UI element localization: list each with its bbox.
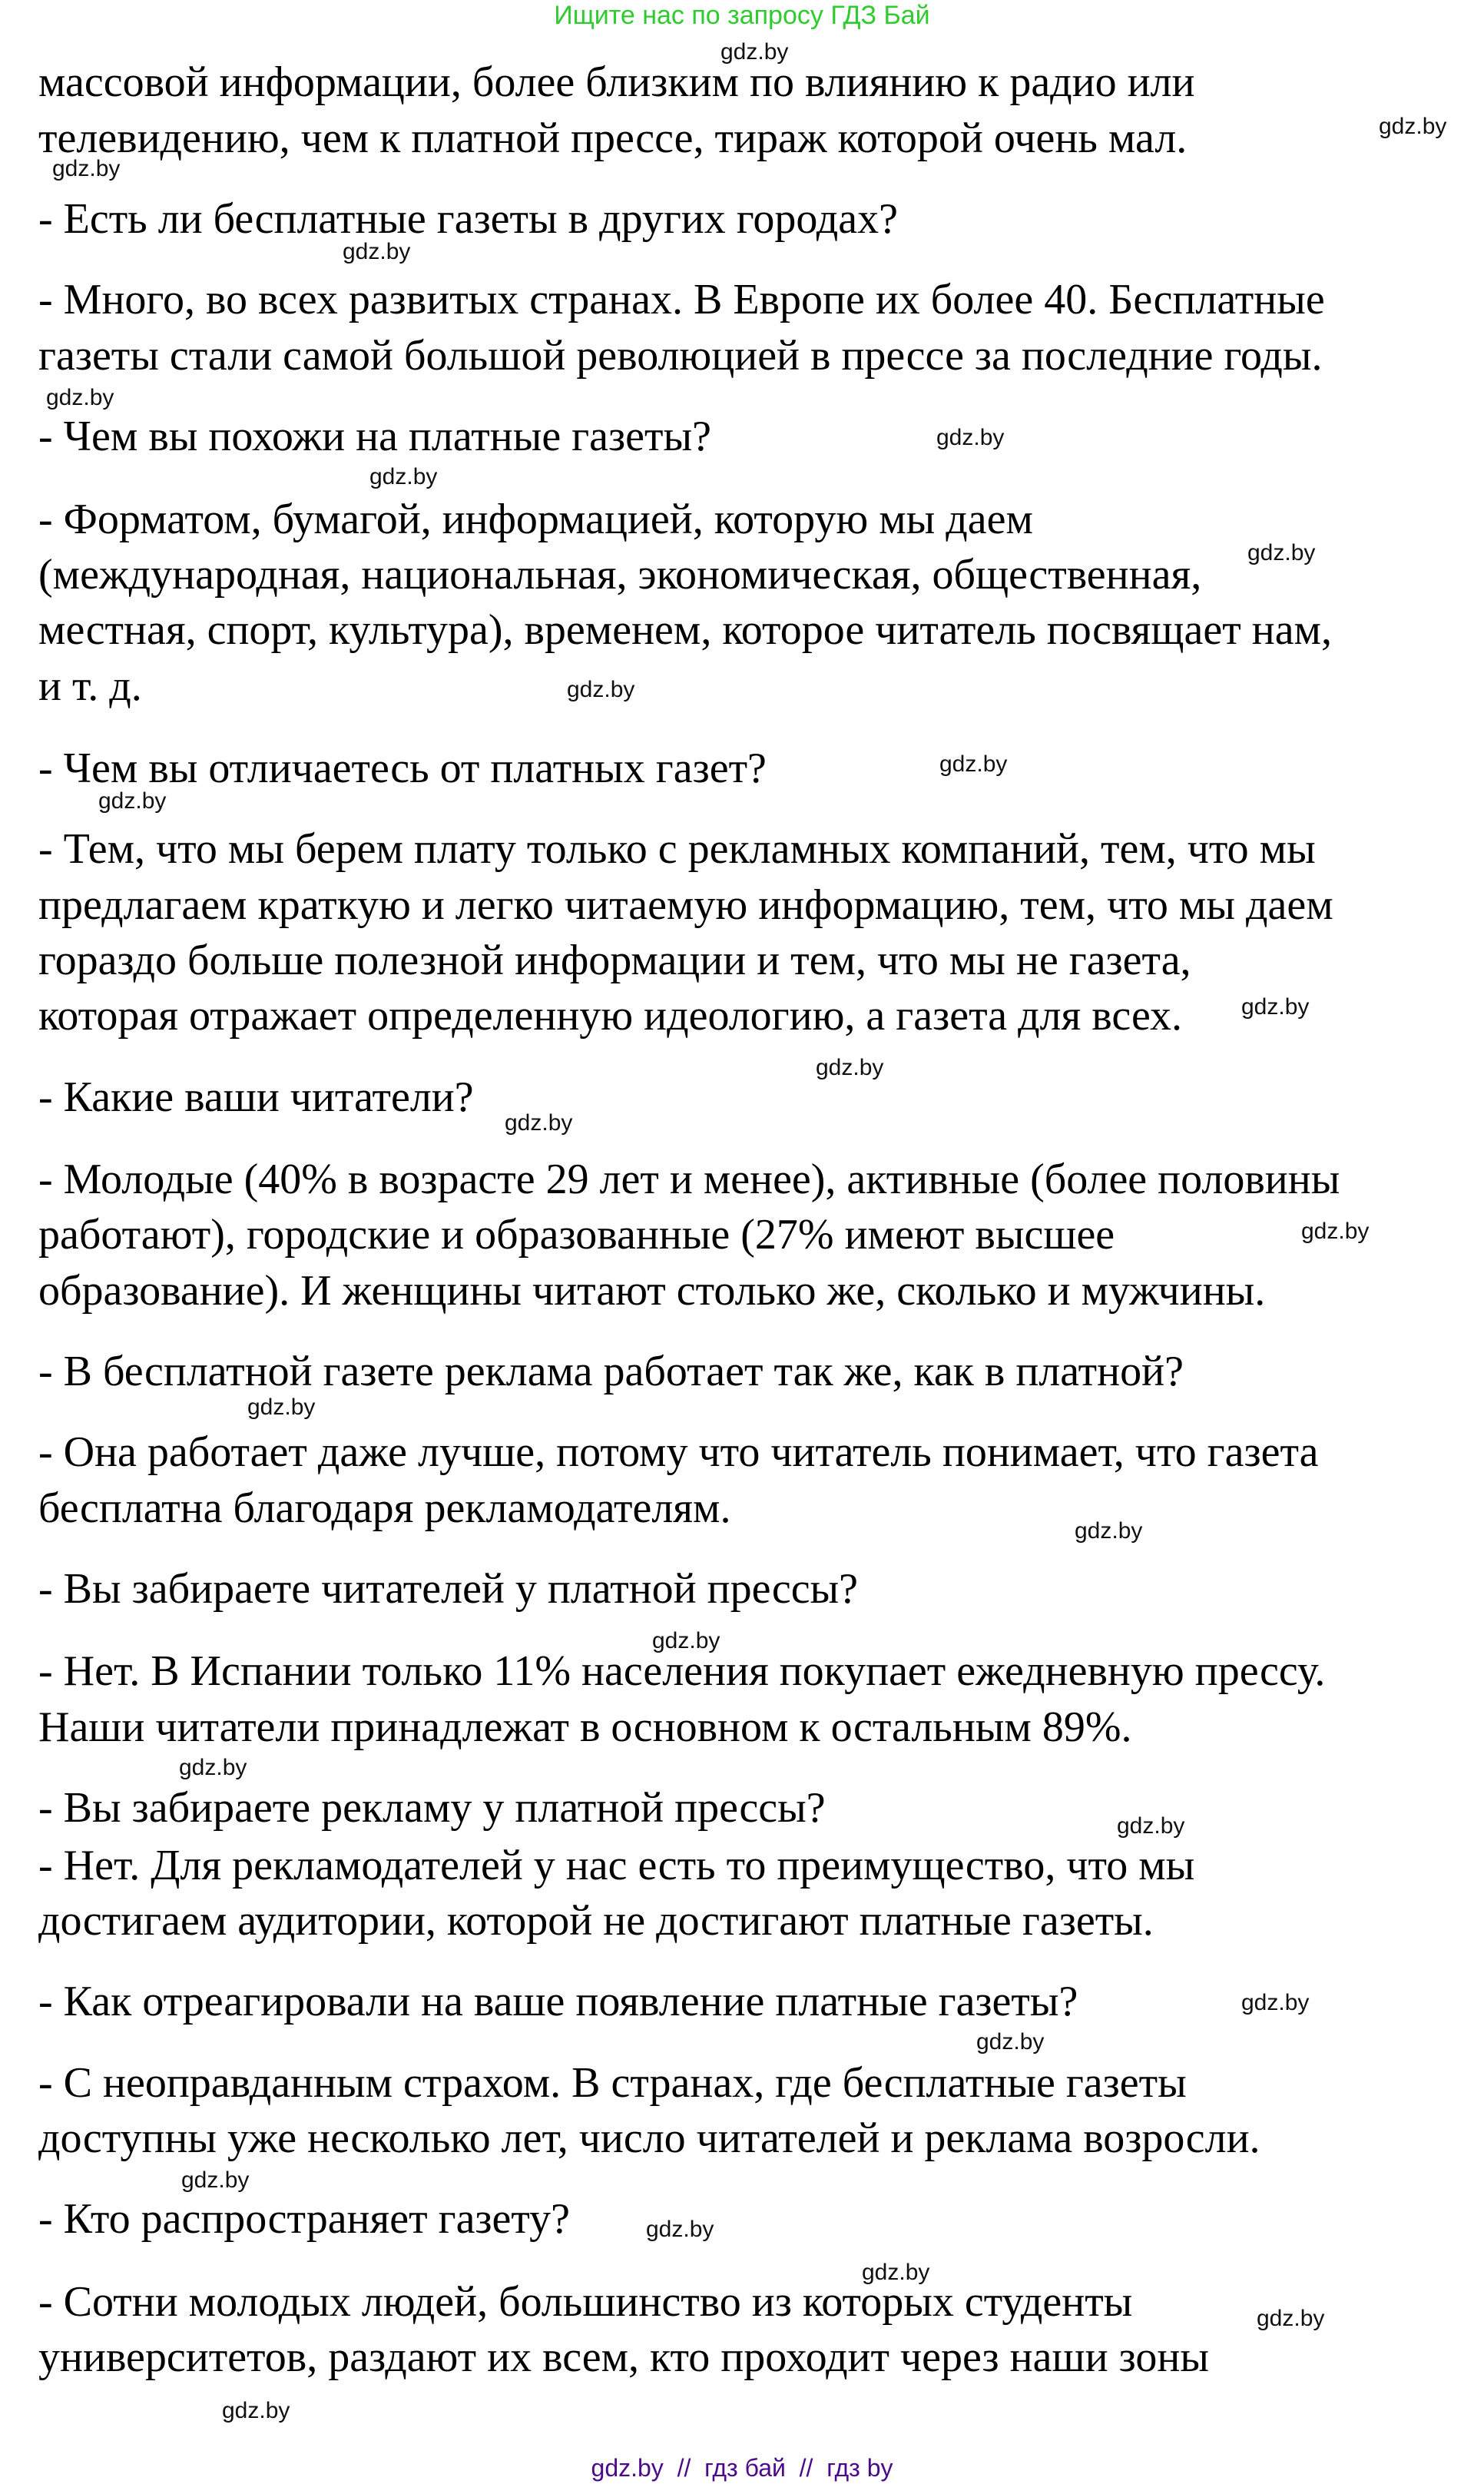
watermark: gdz.by <box>720 39 789 65</box>
watermark: gdz.by <box>247 1395 316 1420</box>
text-line: и т. д. <box>38 662 142 710</box>
watermark: gdz.by <box>816 1055 884 1080</box>
text-line: работают), городские и образованные (27% имеют высшее <box>38 1211 1115 1259</box>
text-line: - Молодые (40% в возрасте 29 лет и менее), активные (более половины <box>38 1156 1340 1203</box>
text-line: - Вы забираете читателей у платной прессы? <box>38 1565 859 1613</box>
watermark: gdz.by <box>936 425 1005 450</box>
text-line: Наши читатели принадлежат в основном к остальным 89%. <box>38 1703 1132 1751</box>
text-line: - Кто распространяет газету? <box>38 2195 570 2243</box>
watermark: gdz.by <box>976 2029 1045 2055</box>
watermark: gdz.by <box>652 1628 720 1653</box>
text-line: университетов, раздают их всем, кто проходит через наши зоны <box>38 2333 1209 2381</box>
watermark: gdz.by <box>1241 1990 1310 2015</box>
watermark: gdz.by <box>862 2260 930 2285</box>
text-line: - Сотни молодых людей, большинство из которых студенты <box>38 2278 1133 2326</box>
text-line: предлагаем краткую и легко читаемую информацию, тем, что мы даем <box>38 881 1333 929</box>
search-hint-banner: Ищите нас по запросу ГДЗ Бай <box>554 1 930 30</box>
watermark: gdz.by <box>939 751 1008 777</box>
text-line: - Есть ли бесплатные газеты в других городах? <box>38 195 898 243</box>
text-line: - Чем вы отличаетесь от платных газет? <box>38 745 767 792</box>
text-line: местная, спорт, культура), временем, которое читатель посвящает нам, <box>38 606 1332 654</box>
watermark: gdz.by <box>1117 1813 1185 1839</box>
watermark: gdz.by <box>179 1755 247 1780</box>
text-line: - Она работает даже лучше, потому что читатель понимает, что газета <box>38 1428 1319 1476</box>
text-line: - Много, во всех развитых странах. В Европе их более 40. Бесплатные <box>38 276 1325 323</box>
watermark: gdz.by <box>1075 1518 1143 1544</box>
watermark: gdz.by <box>1257 2306 1325 2331</box>
footer-links[interactable]: gdz.by // гдз бай // гдз by <box>591 2454 893 2482</box>
text-line: массовой информации, более близким по влиянию к радио или <box>38 58 1195 106</box>
text-line: (международная, национальная, экономическая, общественная, <box>38 551 1202 599</box>
text-line: гораздо больше полезной информации и тем, что мы не газета, <box>38 937 1191 984</box>
text-line: - С неоправданным страхом. В странах, где бесплатные газеты <box>38 2059 1187 2107</box>
watermark: gdz.by <box>1247 540 1316 565</box>
text-line: - Чем вы похожи на платные газеты? <box>38 413 711 460</box>
watermark: gdz.by <box>369 464 438 489</box>
watermark: gdz.by <box>343 239 411 264</box>
text-line: газеты стали самой большой революцией в прессе за последние годы. <box>38 332 1323 380</box>
watermark: gdz.by <box>505 1110 573 1136</box>
text-line: - Нет. В Испании только 11% населения покупает ежедневную прессу. <box>38 1647 1326 1695</box>
watermark: gdz.by <box>1241 994 1310 1020</box>
watermark: gdz.by <box>181 2167 250 2193</box>
watermark: gdz.by <box>646 2217 714 2242</box>
text-line: телевидению, чем к платной прессе, тираж которой очень мал. <box>38 114 1188 162</box>
text-line: - Какие ваши читатели? <box>38 1073 474 1121</box>
watermark: gdz.by <box>1301 1219 1370 1244</box>
text-line: - Тем, что мы берем плату только с рекламных компаний, тем, что мы <box>38 825 1316 873</box>
text-line: достигаем аудитории, которой не достигают платные газеты. <box>38 1897 1154 1945</box>
text-line: доступны уже несколько лет, число читателей и реклама возросли. <box>38 2114 1260 2162</box>
text-line: образование). И женщины читают столько же, сколько и мужчины. <box>38 1267 1266 1315</box>
watermark: gdz.by <box>222 2398 290 2423</box>
text-line: бесплатна благодаря рекламодателям. <box>38 1484 731 1532</box>
text-line: - Вы забираете рекламу у платной прессы? <box>38 1784 826 1832</box>
watermark: gdz.by <box>52 156 121 181</box>
watermark: gdz.by <box>46 385 114 410</box>
text-line: - В бесплатной газете реклама работает так же, как в платной? <box>38 1348 1184 1395</box>
watermark: gdz.by <box>567 677 635 702</box>
text-line: - Нет. Для рекламодателей у нас есть то преимущество, что мы <box>38 1842 1195 1889</box>
text-line: которая отражает определенную идеологию, а газета для всех. <box>38 992 1183 1040</box>
text-line: - Как отреагировали на ваше появление платные газеты? <box>38 1978 1078 2025</box>
watermark: gdz.by <box>98 788 167 814</box>
text-line: - Форматом, бумагой, информацией, которую мы даем <box>38 496 1033 543</box>
watermark: gdz.by <box>1379 114 1447 139</box>
